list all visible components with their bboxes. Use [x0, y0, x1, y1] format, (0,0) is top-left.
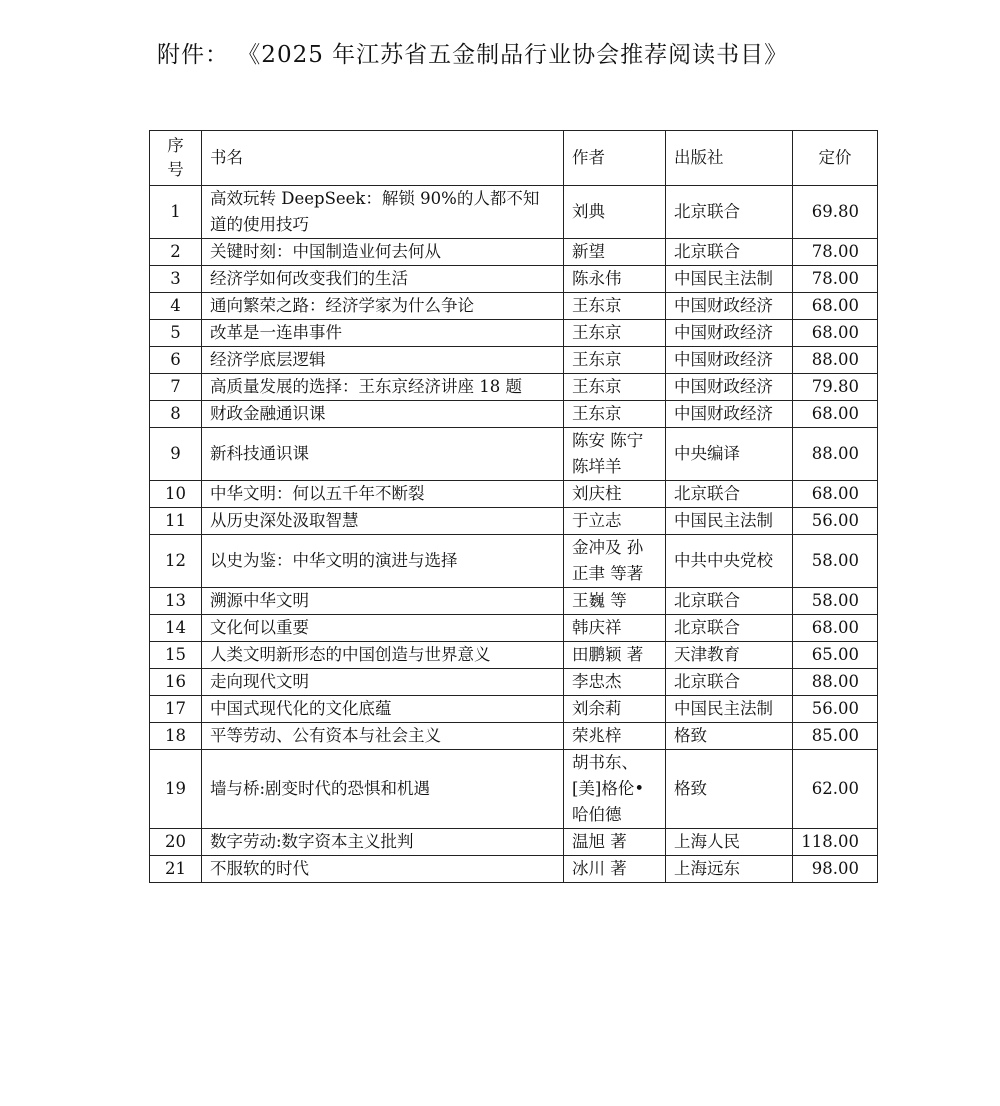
book-publisher: 上海人民: [666, 829, 793, 856]
book-author: 陈安 陈宁 陈垟羊: [564, 428, 666, 481]
book-price: 88.00: [793, 347, 878, 374]
book-author: 王东京: [564, 347, 666, 374]
book-price: 68.00: [793, 401, 878, 428]
book-publisher: 北京联合: [666, 186, 793, 239]
header-number: 序号: [150, 131, 202, 186]
table-row: [150, 186, 878, 239]
book-title: 走向现代文明: [202, 669, 564, 696]
book-price: 69.80: [793, 186, 878, 239]
book-publisher: 中国财政经济: [666, 293, 793, 320]
book-title: 平等劳动、公有资本与社会主义: [202, 723, 564, 750]
book-price: 62.00: [793, 750, 878, 829]
book-title: 高效玩转 DeepSeek：解锁 90%的人都不知道的使用技巧: [202, 186, 564, 239]
book-title: 中华文明：何以五千年不断裂: [202, 481, 564, 508]
row-number: 7: [150, 374, 202, 401]
book-publisher: 中国财政经济: [666, 401, 793, 428]
book-publisher: 北京联合: [666, 588, 793, 615]
book-price: 56.00: [793, 696, 878, 723]
book-publisher: 中国财政经济: [666, 347, 793, 374]
row-number: 15: [150, 642, 202, 669]
book-author: 李忠杰: [564, 669, 666, 696]
row-number: 10: [150, 481, 202, 508]
book-author: 刘典: [564, 186, 666, 239]
book-author: 田鹏颖 著: [564, 642, 666, 669]
table-row: [150, 669, 878, 696]
row-number: 19: [150, 750, 202, 829]
book-list-table: [149, 130, 878, 883]
book-publisher: 中国民主法制: [666, 696, 793, 723]
book-price: 79.80: [793, 374, 878, 401]
book-price: 118.00: [793, 829, 878, 856]
row-number: 18: [150, 723, 202, 750]
book-title: 以史为鉴：中华文明的演进与选择: [202, 535, 564, 588]
header-price: 定价: [793, 131, 878, 186]
book-author: 于立志: [564, 508, 666, 535]
table-row: [150, 615, 878, 642]
row-number: 1: [150, 186, 202, 239]
book-price: 68.00: [793, 481, 878, 508]
book-author: 刘庆柱: [564, 481, 666, 508]
book-author: 王东京: [564, 293, 666, 320]
table-row: [150, 535, 878, 588]
book-title: 经济学如何改变我们的生活: [202, 266, 564, 293]
book-author: 王东京: [564, 320, 666, 347]
book-title: 经济学底层逻辑: [202, 347, 564, 374]
row-number: 16: [150, 669, 202, 696]
book-author: 陈永伟: [564, 266, 666, 293]
book-author: 韩庆祥: [564, 615, 666, 642]
book-author: 王巍 等: [564, 588, 666, 615]
book-price: 98.00: [793, 856, 878, 883]
book-price: 88.00: [793, 428, 878, 481]
book-price: 85.00: [793, 723, 878, 750]
book-author: 荣兆梓: [564, 723, 666, 750]
row-number: 13: [150, 588, 202, 615]
book-title: 数字劳动:数字资本主义批判: [202, 829, 564, 856]
book-author: 刘余莉: [564, 696, 666, 723]
table-row: [150, 642, 878, 669]
row-number: 4: [150, 293, 202, 320]
book-publisher: 天津教育: [666, 642, 793, 669]
row-number: 9: [150, 428, 202, 481]
header-author: 作者: [564, 131, 666, 186]
row-number: 8: [150, 401, 202, 428]
book-publisher: 北京联合: [666, 481, 793, 508]
book-price: 68.00: [793, 293, 878, 320]
book-title: 通向繁荣之路：经济学家为什么争论: [202, 293, 564, 320]
header-title: 书名: [202, 131, 564, 186]
book-author: 胡书东、[美]格伦•哈伯德: [564, 750, 666, 829]
book-title: 财政金融通识课: [202, 401, 564, 428]
book-title: 从历史深处汲取智慧: [202, 508, 564, 535]
book-author: 王东京: [564, 401, 666, 428]
book-title: 人类文明新形态的中国创造与世界意义: [202, 642, 564, 669]
book-author: 金冲及 孙正聿 等著: [564, 535, 666, 588]
table-row: [150, 401, 878, 428]
row-number: 12: [150, 535, 202, 588]
book-price: 68.00: [793, 615, 878, 642]
table-row: [150, 293, 878, 320]
row-number: 6: [150, 347, 202, 374]
book-author: 冰川 著: [564, 856, 666, 883]
table-row: [150, 856, 878, 883]
book-publisher: 中国民主法制: [666, 266, 793, 293]
book-price: 58.00: [793, 588, 878, 615]
table-row: [150, 320, 878, 347]
book-title: 新科技通识课: [202, 428, 564, 481]
book-publisher: 中国财政经济: [666, 320, 793, 347]
row-number: 17: [150, 696, 202, 723]
table-row: [150, 428, 878, 481]
book-publisher: 北京联合: [666, 239, 793, 266]
table-row: [150, 239, 878, 266]
table-row: [150, 347, 878, 374]
document-title: 附件： 《2025 年江苏省五金制品行业协会推荐阅读书目》: [157, 42, 789, 68]
row-number: 3: [150, 266, 202, 293]
table-row: [150, 723, 878, 750]
book-publisher: 格致: [666, 723, 793, 750]
table-row: [150, 829, 878, 856]
book-title: 中国式现代化的文化底蕴: [202, 696, 564, 723]
table-row: [150, 481, 878, 508]
book-price: 58.00: [793, 535, 878, 588]
book-title: 不服软的时代: [202, 856, 564, 883]
book-title: 溯源中华文明: [202, 588, 564, 615]
book-author: 王东京: [564, 374, 666, 401]
book-title: 关键时刻：中国制造业何去何从: [202, 239, 564, 266]
header-publisher: 出版社: [666, 131, 793, 186]
table-header-row: [150, 131, 878, 186]
table-row: [150, 588, 878, 615]
book-price: 78.00: [793, 239, 878, 266]
book-price: 88.00: [793, 669, 878, 696]
book-publisher: 中国民主法制: [666, 508, 793, 535]
table-row: [150, 508, 878, 535]
table-row: [150, 696, 878, 723]
book-author: 温旭 著: [564, 829, 666, 856]
row-number: 5: [150, 320, 202, 347]
book-title: 改革是一连串事件: [202, 320, 564, 347]
row-number: 2: [150, 239, 202, 266]
table-row: [150, 266, 878, 293]
book-publisher: 北京联合: [666, 615, 793, 642]
book-publisher: 上海远东: [666, 856, 793, 883]
book-publisher: 北京联合: [666, 669, 793, 696]
book-price: 65.00: [793, 642, 878, 669]
book-title: 高质量发展的选择：王东京经济讲座 18 题: [202, 374, 564, 401]
book-publisher: 中央编译: [666, 428, 793, 481]
book-author: 新望: [564, 239, 666, 266]
row-number: 21: [150, 856, 202, 883]
table-row: [150, 374, 878, 401]
book-publisher: 中共中央党校: [666, 535, 793, 588]
book-publisher: 格致: [666, 750, 793, 829]
row-number: 11: [150, 508, 202, 535]
book-title: 文化何以重要: [202, 615, 564, 642]
book-price: 78.00: [793, 266, 878, 293]
table-row: [150, 750, 878, 829]
row-number: 20: [150, 829, 202, 856]
book-title: 墙与桥:剧变时代的恐惧和机遇: [202, 750, 564, 829]
row-number: 14: [150, 615, 202, 642]
book-publisher: 中国财政经济: [666, 374, 793, 401]
book-price: 68.00: [793, 320, 878, 347]
book-price: 56.00: [793, 508, 878, 535]
